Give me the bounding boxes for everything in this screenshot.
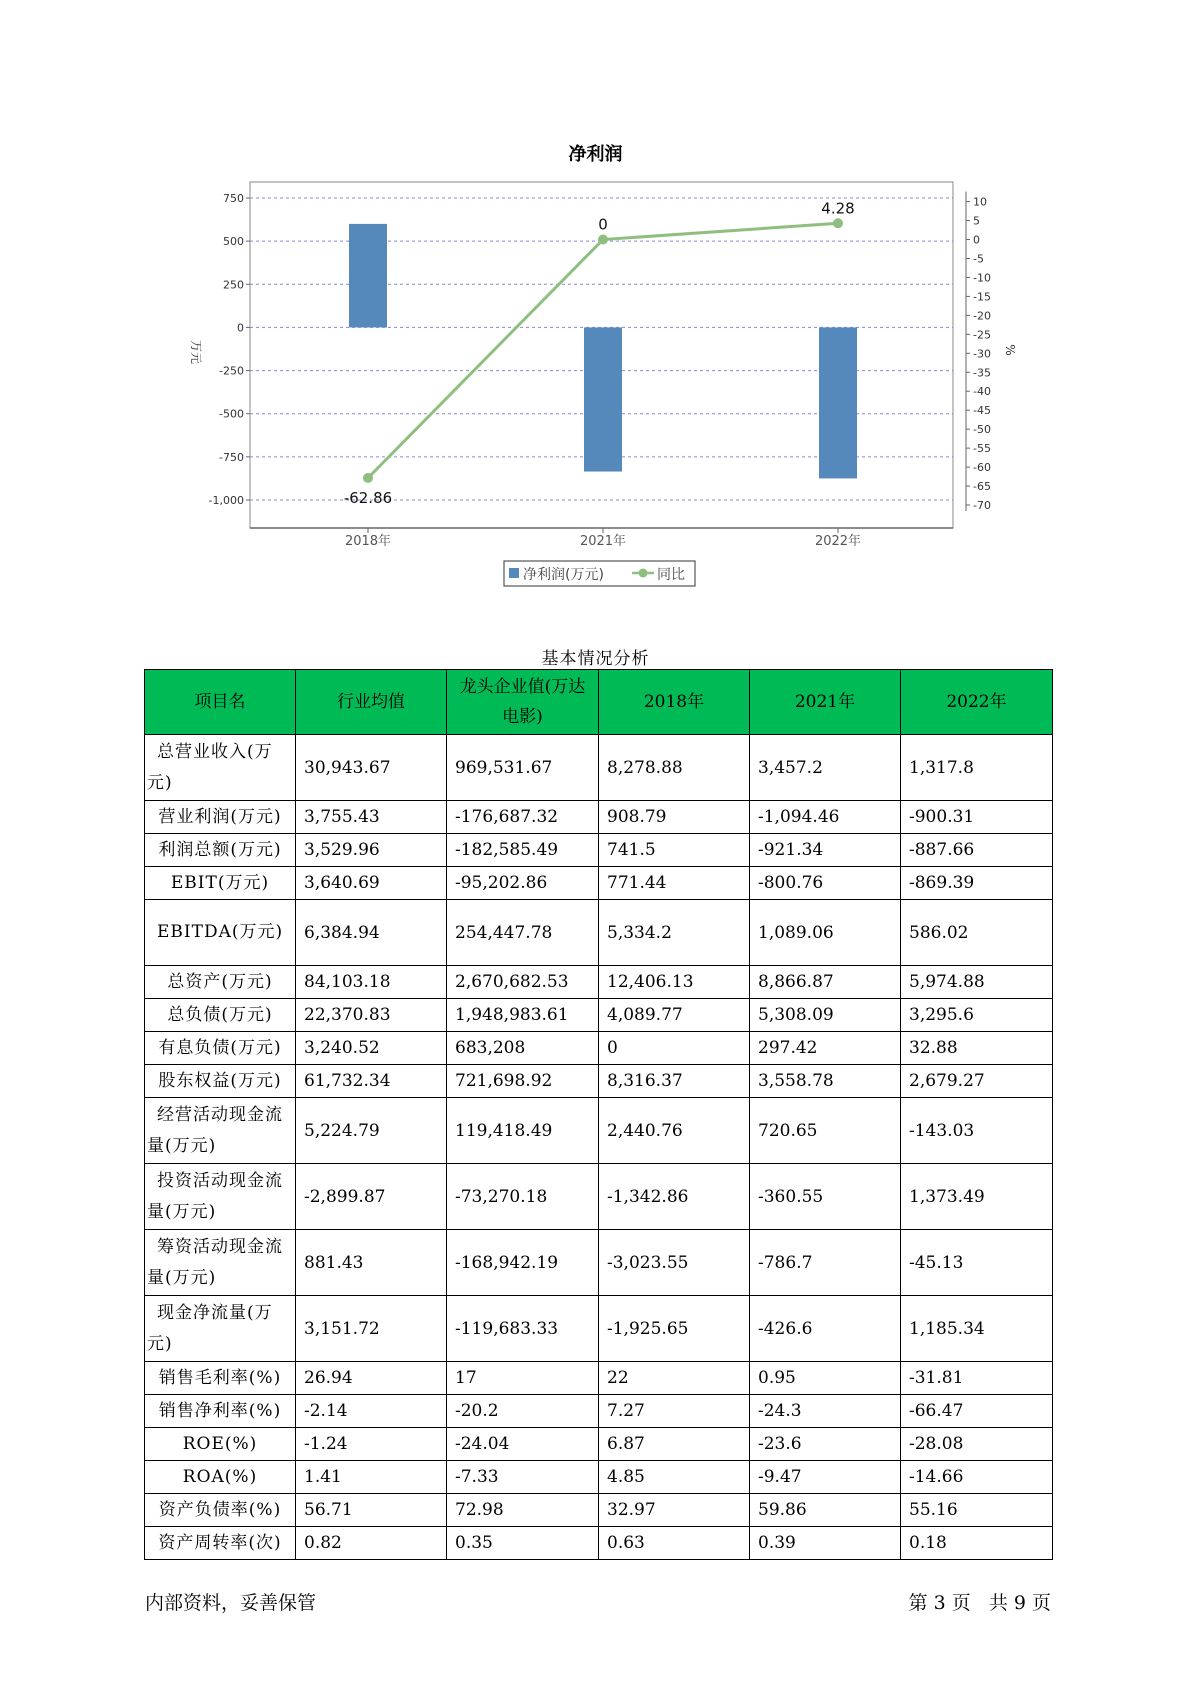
table-cell: -887.66 bbox=[901, 834, 1053, 867]
row-label: 有息负债(万元) bbox=[145, 1032, 296, 1065]
table-cell: 5,334.2 bbox=[599, 900, 750, 966]
table-row bbox=[145, 801, 1053, 834]
table-cell: 55.16 bbox=[901, 1494, 1053, 1527]
legend-line-label: 同比 bbox=[657, 567, 685, 583]
table-cell: 0.95 bbox=[750, 1362, 901, 1395]
table-cell: -786.7 bbox=[750, 1230, 901, 1296]
table-cell: -426.6 bbox=[750, 1296, 901, 1362]
table-cell: 741.5 bbox=[599, 834, 750, 867]
table-row bbox=[145, 1527, 1053, 1560]
left-axis-tick-label: -250 bbox=[219, 364, 244, 378]
bar-series bbox=[349, 224, 857, 479]
right-axis-tick-label: -60 bbox=[973, 461, 991, 475]
table-cell: 30,943.67 bbox=[296, 735, 447, 801]
yoy-point-label: -62.86 bbox=[343, 488, 393, 507]
table-cell: 2,670,682.53 bbox=[447, 966, 599, 999]
right-axis-tick-label: 10 bbox=[973, 195, 987, 209]
left-axis-tick-label: -1,000 bbox=[208, 494, 244, 507]
row-label: 总负债(万元) bbox=[145, 999, 296, 1032]
table-cell: 5,224.79 bbox=[296, 1098, 447, 1164]
bar-2021年 bbox=[584, 327, 622, 471]
basic-analysis-table bbox=[144, 669, 1053, 1560]
table-cell: 32.97 bbox=[599, 1494, 750, 1527]
row-label: 利润总额(万元) bbox=[145, 834, 296, 867]
table-cell: -66.47 bbox=[901, 1395, 1053, 1428]
table-row bbox=[145, 1230, 1053, 1296]
table-cell: -119,683.33 bbox=[447, 1296, 599, 1362]
table-cell: -14.66 bbox=[901, 1461, 1053, 1494]
table-cell: 3,457.2 bbox=[750, 735, 901, 801]
table-cell: 72.98 bbox=[447, 1494, 599, 1527]
table-cell: -95,202.86 bbox=[447, 867, 599, 900]
table-row bbox=[145, 1428, 1053, 1461]
table-cell: 0.82 bbox=[296, 1527, 447, 1560]
table-cell: 1,089.06 bbox=[750, 900, 901, 966]
row-label: 筹资活动现金流量(万元) bbox=[145, 1230, 296, 1296]
right-axis-tick-label: -50 bbox=[973, 423, 991, 437]
table-cell: 254,447.78 bbox=[447, 900, 599, 966]
table-cell: 0.35 bbox=[447, 1527, 599, 1560]
table-cell: 2,440.76 bbox=[599, 1098, 750, 1164]
row-label: 现金净流量(万元) bbox=[145, 1296, 296, 1362]
table-cell: 7.27 bbox=[599, 1395, 750, 1428]
right-axis-tick-label: -5 bbox=[973, 252, 984, 266]
row-label: ROA(%) bbox=[145, 1461, 296, 1494]
table-cell: 32.88 bbox=[901, 1032, 1053, 1065]
table-cell: -24.3 bbox=[750, 1395, 901, 1428]
table-cell: 3,240.52 bbox=[296, 1032, 447, 1065]
table-row bbox=[145, 966, 1053, 999]
table-cell: -869.39 bbox=[901, 867, 1053, 900]
table-cell: -3,023.55 bbox=[599, 1230, 750, 1296]
category-label: 2022年 bbox=[814, 534, 862, 549]
yoy-point-2021年 bbox=[598, 235, 608, 245]
row-label: EBIT(万元) bbox=[145, 867, 296, 900]
chart-title: 净利润 bbox=[568, 144, 623, 165]
row-label: 股东权益(万元) bbox=[145, 1065, 296, 1098]
right-axis-tick-label: -35 bbox=[973, 366, 991, 380]
net-profit-chart bbox=[0, 0, 1191, 600]
table-cell: 4,089.77 bbox=[599, 999, 750, 1032]
table-cell: 1,948,983.61 bbox=[447, 999, 599, 1032]
table-cell: -45.13 bbox=[901, 1230, 1053, 1296]
category-label: 2018年 bbox=[344, 534, 392, 549]
table-cell: 3,640.69 bbox=[296, 867, 447, 900]
table-cell: 3,529.96 bbox=[296, 834, 447, 867]
table-cell: 22 bbox=[599, 1362, 750, 1395]
row-label: 经营活动现金流量(万元) bbox=[145, 1098, 296, 1164]
table-cell: 8,278.88 bbox=[599, 735, 750, 801]
table-cell: 0.63 bbox=[599, 1527, 750, 1560]
legend-bar-swatch bbox=[509, 568, 519, 578]
table-cell: 3,295.6 bbox=[901, 999, 1053, 1032]
column-header: 2022年 bbox=[901, 670, 1053, 735]
table-cell: 908.79 bbox=[599, 801, 750, 834]
table-cell: -168,942.19 bbox=[447, 1230, 599, 1296]
table-cell: 297.42 bbox=[750, 1032, 901, 1065]
row-label: 资产周转率(次) bbox=[145, 1527, 296, 1560]
column-header: 行业均值 bbox=[296, 670, 447, 735]
table-cell: -921.34 bbox=[750, 834, 901, 867]
category-ticks bbox=[345, 528, 861, 549]
legend bbox=[504, 561, 695, 586]
left-axis-ticks bbox=[209, 192, 250, 507]
table-cell: 5,974.88 bbox=[901, 966, 1053, 999]
table-row bbox=[145, 1098, 1053, 1164]
table-row bbox=[145, 900, 1053, 966]
category-label: 2021年 bbox=[579, 534, 627, 549]
table-cell: 8,316.37 bbox=[599, 1065, 750, 1098]
table-cell: 59.86 bbox=[750, 1494, 901, 1527]
legend-line-marker bbox=[639, 569, 648, 578]
table-cell: 0.39 bbox=[750, 1527, 901, 1560]
table-caption: 基本情况分析 bbox=[541, 649, 650, 669]
legend-bar-label: 净利润(万元) bbox=[523, 567, 604, 583]
table-cell: 3,558.78 bbox=[750, 1065, 901, 1098]
table-row bbox=[145, 999, 1053, 1032]
footer-confidential-note: 内部资料，妥善保管 bbox=[145, 1592, 317, 1614]
yoy-point-label: 4.28 bbox=[821, 199, 855, 218]
right-axis-tick-label: -15 bbox=[973, 290, 991, 304]
table-cell: 26.94 bbox=[296, 1362, 447, 1395]
right-axis-title: % bbox=[1003, 344, 1017, 356]
yoy-point-2022年 bbox=[833, 218, 843, 228]
row-label: EBITDA(万元) bbox=[145, 900, 296, 966]
table-row bbox=[145, 1065, 1053, 1098]
right-axis-ticks bbox=[966, 192, 991, 512]
row-label: 销售净利率(%) bbox=[145, 1395, 296, 1428]
right-axis-tick-label: -45 bbox=[973, 404, 991, 418]
footer-page-number: 第 3 页 共 9 页 bbox=[908, 1592, 1051, 1614]
column-header: 龙头企业值(万达电影) bbox=[447, 670, 599, 735]
table-cell: 56.71 bbox=[296, 1494, 447, 1527]
column-header: 2021年 bbox=[750, 670, 901, 735]
right-axis-tick-label: -20 bbox=[973, 309, 991, 323]
row-label: ROE(%) bbox=[145, 1428, 296, 1461]
table-row bbox=[145, 735, 1053, 801]
table-cell: 119,418.49 bbox=[447, 1098, 599, 1164]
table-cell: 61,732.34 bbox=[296, 1065, 447, 1098]
column-header: 2018年 bbox=[599, 670, 750, 735]
right-axis-tick-label: -40 bbox=[973, 385, 991, 399]
table-cell: 17 bbox=[447, 1362, 599, 1395]
table-cell: 720.65 bbox=[750, 1098, 901, 1164]
table-cell: -20.2 bbox=[447, 1395, 599, 1428]
left-axis-tick-label: 750 bbox=[223, 192, 244, 205]
table-row bbox=[145, 1494, 1053, 1527]
right-axis-tick-label: -70 bbox=[973, 499, 991, 512]
table-cell: 4.85 bbox=[599, 1461, 750, 1494]
table-cell: 22,370.83 bbox=[296, 999, 447, 1032]
table-cell: -24.04 bbox=[447, 1428, 599, 1461]
yoy-point-label: 0 bbox=[598, 215, 608, 234]
table-row bbox=[145, 867, 1053, 900]
row-label: 总营业收入(万元) bbox=[145, 735, 296, 801]
table-header-row bbox=[145, 670, 1053, 735]
table-cell: -1,925.65 bbox=[599, 1296, 750, 1362]
left-axis-tick-label: -500 bbox=[219, 407, 244, 421]
table-cell: 1.41 bbox=[296, 1461, 447, 1494]
table-cell: 8,866.87 bbox=[750, 966, 901, 999]
table-cell: -800.76 bbox=[750, 867, 901, 900]
table-cell: 84,103.18 bbox=[296, 966, 447, 999]
table-cell: -900.31 bbox=[901, 801, 1053, 834]
table-cell: 721,698.92 bbox=[447, 1065, 599, 1098]
left-axis-tick-label: 0 bbox=[237, 321, 244, 335]
table-cell: -7.33 bbox=[447, 1461, 599, 1494]
column-header: 项目名 bbox=[145, 670, 296, 735]
row-label: 资产负债率(%) bbox=[145, 1494, 296, 1527]
table-cell: 1,185.34 bbox=[901, 1296, 1053, 1362]
right-axis-tick-label: -25 bbox=[973, 328, 991, 342]
table-cell: -1.24 bbox=[296, 1428, 447, 1461]
row-label: 销售毛利率(%) bbox=[145, 1362, 296, 1395]
table-cell: -182,585.49 bbox=[447, 834, 599, 867]
table-cell: -1,342.86 bbox=[599, 1164, 750, 1230]
table-cell: 5,308.09 bbox=[750, 999, 901, 1032]
table-cell: 12,406.13 bbox=[599, 966, 750, 999]
table-cell: 771.44 bbox=[599, 867, 750, 900]
table-cell: -31.81 bbox=[901, 1362, 1053, 1395]
table-cell: 3,151.72 bbox=[296, 1296, 447, 1362]
yoy-point-2018年 bbox=[363, 473, 373, 483]
table-cell: 683,208 bbox=[447, 1032, 599, 1065]
table-cell: 1,373.49 bbox=[901, 1164, 1053, 1230]
table-cell: -176,687.32 bbox=[447, 801, 599, 834]
table-cell: -9.47 bbox=[750, 1461, 901, 1494]
table-cell: 6,384.94 bbox=[296, 900, 447, 966]
row-label: 投资活动现金流量(万元) bbox=[145, 1164, 296, 1230]
table-row bbox=[145, 1461, 1053, 1494]
table-cell: 586.02 bbox=[901, 900, 1053, 966]
table-cell: 1,317.8 bbox=[901, 735, 1053, 801]
table-cell: -360.55 bbox=[750, 1164, 901, 1230]
table-cell: -2.14 bbox=[296, 1395, 447, 1428]
table-cell: 0.18 bbox=[901, 1527, 1053, 1560]
table-row bbox=[145, 1362, 1053, 1395]
table-cell: -2,899.87 bbox=[296, 1164, 447, 1230]
table-cell: 2,679.27 bbox=[901, 1065, 1053, 1098]
table-row bbox=[145, 1395, 1053, 1428]
table-row bbox=[145, 1164, 1053, 1230]
bar-2018年 bbox=[349, 224, 387, 328]
table-row bbox=[145, 1296, 1053, 1362]
right-axis-tick-label: -55 bbox=[973, 442, 991, 456]
row-label: 营业利润(万元) bbox=[145, 801, 296, 834]
left-axis-tick-label: 250 bbox=[223, 278, 244, 292]
left-axis-tick-label: 500 bbox=[223, 235, 244, 249]
row-label: 总资产(万元) bbox=[145, 966, 296, 999]
table-cell: -28.08 bbox=[901, 1428, 1053, 1461]
right-axis-tick-label: -30 bbox=[973, 347, 991, 361]
table-row bbox=[145, 1032, 1053, 1065]
right-axis-tick-label: -10 bbox=[973, 271, 991, 285]
table-cell: 6.87 bbox=[599, 1428, 750, 1461]
right-axis-tick-label: -65 bbox=[973, 480, 991, 494]
table-cell: -23.6 bbox=[750, 1428, 901, 1461]
left-axis-title: 万元 bbox=[189, 339, 203, 365]
table-cell: 0 bbox=[599, 1032, 750, 1065]
table-row bbox=[145, 834, 1053, 867]
left-axis-tick-label: -750 bbox=[219, 450, 244, 464]
bar-2022年 bbox=[819, 327, 857, 478]
right-axis-tick-label: 5 bbox=[973, 214, 980, 228]
table-cell: -73,270.18 bbox=[447, 1164, 599, 1230]
table-cell: 881.43 bbox=[296, 1230, 447, 1296]
table-cell: -1,094.46 bbox=[750, 801, 901, 834]
table-cell: 3,755.43 bbox=[296, 801, 447, 834]
table-cell: 969,531.67 bbox=[447, 735, 599, 801]
table-cell: -143.03 bbox=[901, 1098, 1053, 1164]
right-axis-tick-label: 0 bbox=[973, 233, 980, 247]
